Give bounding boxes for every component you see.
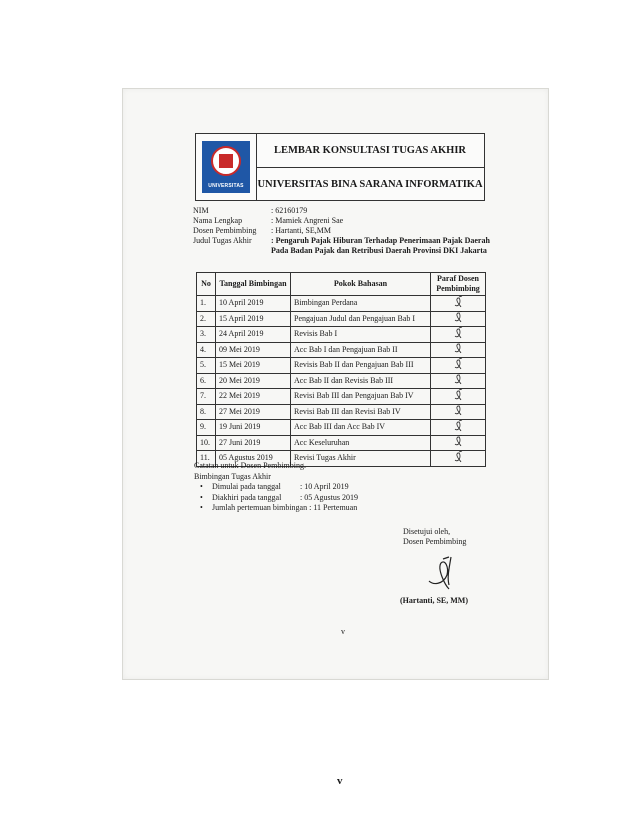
row-tanggal: 24 April 2019 [216, 327, 291, 343]
paraf-signature-icon [453, 436, 463, 446]
paraf-signature-icon [453, 374, 463, 384]
row-paraf [431, 404, 486, 420]
row-paraf [431, 342, 486, 358]
row-pokok: Revisis Bab II dan Pengajuan Bab III [291, 358, 431, 374]
row-pokok: Revisis Bab I [291, 327, 431, 343]
judul-label: Judul Tugas Akhir [193, 236, 252, 245]
notes-line1: Catatan untuk Dosen Pembimbing. [194, 461, 306, 470]
row-pokok: Acc Keseluruhan [291, 435, 431, 451]
table-row [197, 404, 486, 420]
table-row [197, 435, 486, 451]
row-paraf [431, 296, 486, 312]
row-no: 1. [197, 296, 216, 312]
row-paraf [431, 358, 486, 374]
row-tanggal: 22 Mei 2019 [216, 389, 291, 405]
table-row [197, 296, 486, 312]
row-paraf [431, 389, 486, 405]
row-no: 3. [197, 327, 216, 343]
header-pokok: Pokok Bahasan [291, 273, 431, 296]
paraf-signature-icon [453, 297, 463, 307]
nim-label: NIM [193, 206, 209, 215]
row-tanggal: 19 Juni 2019 [216, 420, 291, 436]
row-paraf [431, 311, 486, 327]
row-pokok: Acc Bab II dan Revisis Bab III [291, 373, 431, 389]
judul-value: : Pengaruh Pajak Hiburan Terhadap Penerimaan Pajak Daerah Pada Badan Pajak dan Retribusi Daerah Provinsi DKI Jakarta [271, 236, 490, 255]
table-row [197, 420, 486, 436]
list-item: • Dimulai pada tanggal : 10 April 2019 [200, 482, 349, 491]
student-info [193, 206, 493, 256]
row-pokok: Acc Bab III dan Acc Bab IV [291, 420, 431, 436]
table-row [197, 358, 486, 374]
table-row [197, 373, 486, 389]
row-tanggal: 15 Mei 2019 [216, 358, 291, 374]
paraf-signature-icon [453, 390, 463, 400]
row-tanggal: 05 Agustus 2019 [216, 451, 291, 467]
nama-value: : Mamiek Angreni Sae [271, 216, 344, 225]
notes-section [194, 461, 494, 514]
logo-text: UNIVERSITAS [208, 183, 244, 189]
row-no: 10. [197, 435, 216, 451]
row-no: 7. [197, 389, 216, 405]
row-paraf [431, 420, 486, 436]
list-item: • Jumlah pertemuan bimbingan : 11 Pertemuan [200, 503, 358, 512]
row-tanggal: 15 April 2019 [216, 311, 291, 327]
header-box [195, 133, 485, 201]
row-no: 6. [197, 373, 216, 389]
row-no: 8. [197, 404, 216, 420]
nim-value: : 62160179 [271, 206, 308, 215]
row-paraf [431, 435, 486, 451]
table-row [197, 327, 486, 343]
paraf-signature-icon [453, 421, 463, 431]
row-no: 5. [197, 358, 216, 374]
row-no: 2. [197, 311, 216, 327]
notes-line2: Bimbingan Tugas Akhir [194, 471, 271, 481]
header-tanggal: Tanggal Bimbingan [216, 273, 291, 296]
table-row [197, 311, 486, 327]
table-header-row [197, 273, 486, 296]
paraf-signature-icon [453, 328, 463, 338]
row-tanggal: 10 April 2019 [216, 296, 291, 312]
paraf-signature-icon [453, 405, 463, 415]
approval-block [403, 527, 466, 547]
row-tanggal: 27 Juni 2019 [216, 435, 291, 451]
university-logo-icon [202, 141, 250, 193]
scanned-page [122, 88, 549, 680]
table-row [197, 342, 486, 358]
paraf-signature-icon [453, 343, 463, 353]
inner-page-number: v [341, 627, 345, 636]
row-pokok: Acc Bab I dan Pengajuan Bab II [291, 342, 431, 358]
signature-icon [423, 555, 463, 596]
institution-name: UNIVERSITAS BINA SARANA INFORMATIKA [257, 178, 483, 190]
dosen-value: : Hartanti, SE,MM [271, 226, 331, 235]
nama-label: Nama Lengkap [193, 216, 243, 225]
logo-cell [196, 134, 257, 200]
approval-line2: Dosen Pembimbing [403, 537, 467, 546]
approval-line1: Disetujui oleh, [403, 527, 451, 536]
header-paraf: Paraf Dosen Pembimbing [431, 273, 486, 296]
row-pokok: Revisi Bab III dan Revisi Bab IV [291, 404, 431, 420]
row-pokok: Revisi Bab III dan Pengajuan Bab IV [291, 389, 431, 405]
dosen-label: Dosen Pembimbing [193, 226, 257, 235]
paraf-signature-icon [453, 312, 463, 322]
list-item: • Diakhiri pada tanggal : 05 Agustus 2019 [200, 492, 359, 502]
row-paraf [431, 373, 486, 389]
row-pokok: Revisi Tugas Akhir [291, 451, 431, 467]
row-no: 11. [197, 451, 216, 467]
row-pokok: Pengajuan Judul dan Pengajuan Bab I [291, 311, 431, 327]
table-row [197, 389, 486, 405]
row-no: 4. [197, 342, 216, 358]
row-tanggal: 09 Mei 2019 [216, 342, 291, 358]
paraf-signature-icon [453, 359, 463, 369]
consultation-table [196, 272, 486, 467]
row-paraf [431, 327, 486, 343]
row-tanggal: 27 Mei 2019 [216, 404, 291, 420]
page-number: v [337, 775, 343, 787]
row-tanggal: 20 Mei 2019 [216, 373, 291, 389]
header-no: No [197, 273, 216, 296]
form-title: LEMBAR KONSULTASI TUGAS AKHIR [256, 134, 484, 168]
approver-name: (Hartanti, SE, MM) [400, 596, 468, 605]
row-no: 9. [197, 420, 216, 436]
row-pokok: Bimbingan Perdana [291, 296, 431, 312]
